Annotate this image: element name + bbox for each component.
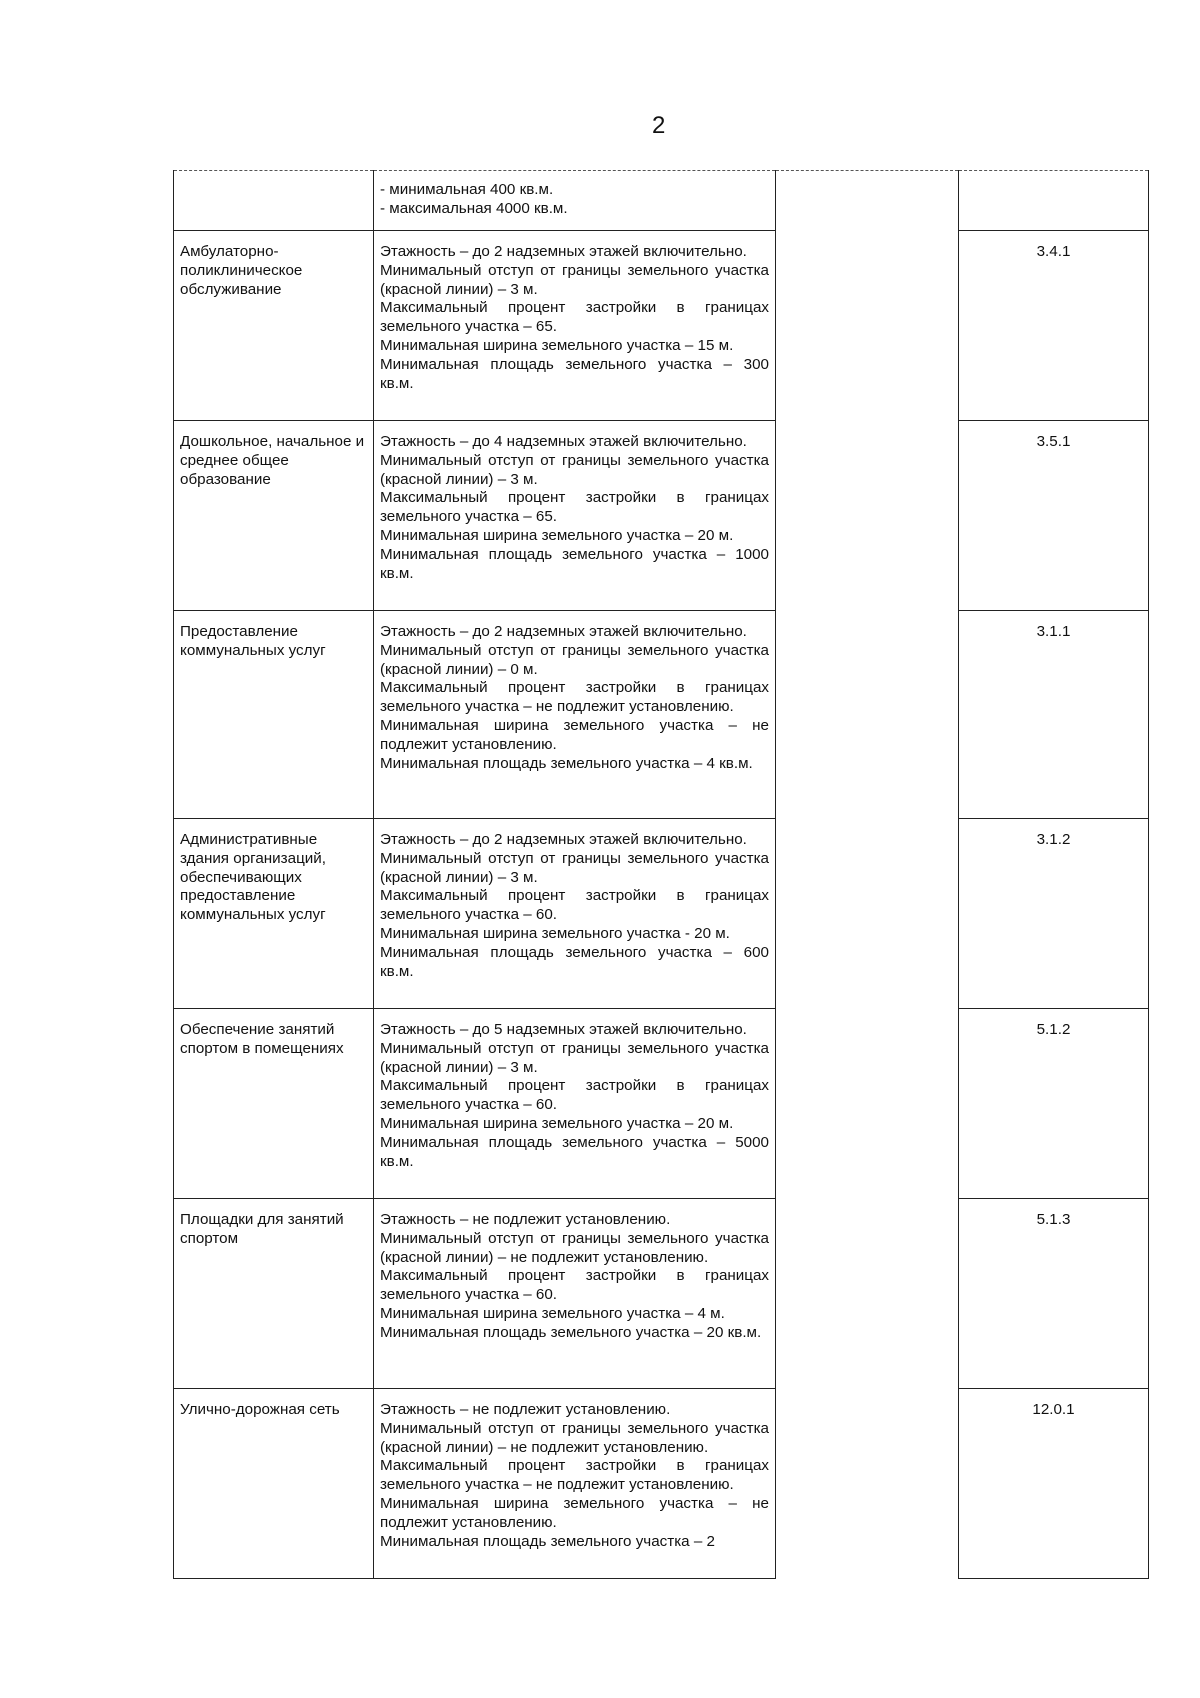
parameter-line: Максимальный процент застройки в границах земельного участка – не подлежит установлению. [380,679,769,716]
parameter-line: Минимальная ширина земельного участка – 4 м. [380,1304,725,1322]
parameter-line: Минимальная ширина земельного участка – не подлежит установлению. [380,1494,769,1531]
parameter-line: Максимальный процент застройки в границах земельного участка – не подлежит установлению. [380,1457,769,1494]
parameter-line: Этажность – до 2 надземных этажей включительно. [380,623,747,640]
parameter-line: Этажность – до 2 надземных этажей включительно. [380,831,747,848]
parameter-line: Минимальная ширина земельного участка – 20 м. [380,1114,734,1132]
parameters-cell [374,819,776,1009]
parameter-line: Максимальный процент застройки в границах земельного участка – 65. [380,299,769,336]
table-row [174,1009,1149,1199]
parameters-cell [374,1009,776,1199]
classifier-code-cell: 12.0.1 [959,1389,1149,1579]
parameter-line: Минимальный отступ от границы земельного участка (красной линии) – не подлежит установлению. [380,1419,769,1456]
table-row [174,171,1149,231]
parameter-line: Этажность – не подлежит установлению. [380,1211,671,1228]
page-number: 2 [652,112,666,139]
parameter-line: Минимальная ширина земельного участка – не подлежит установлению. [380,716,769,753]
table-row [174,611,1149,819]
parameter-line: Минимальный отступ от границы земельного участка (красной линии) – 3 м. [380,1039,769,1076]
land-use-name-cell: Амбулаторно-поликлиническое обслуживание [174,231,374,421]
parameters-cell [374,1389,776,1579]
parameter-line: Минимальная ширина земельного участка - 20 м. [380,924,730,942]
merged-empty-cell [776,171,959,1579]
land-use-name-cell: Предоставление коммунальных услуг [174,611,374,819]
parameter-line: Максимальный процент застройки в границах земельного участка – 60. [380,1267,769,1304]
parameter-line: Минимальная площадь земельного участка – 600 кв.м. [380,943,769,980]
classifier-code-cell: 3.1.2 [959,819,1149,1009]
table-row [174,1199,1149,1389]
parameter-line: Этажность – до 2 надземных этажей включительно. [380,243,747,260]
parameter-line: Максимальный процент застройки в границах земельного участка – 65. [380,489,769,526]
parameter-line: Минимальная ширина земельного участка – 20 м. [380,526,734,544]
land-use-table [173,170,1149,1579]
table-row [174,819,1149,1009]
land-use-name-cell: Улично-дорожная сеть [174,1389,374,1579]
parameter-line: Максимальный процент застройки в границах земельного участка – 60. [380,1077,769,1114]
classifier-code-cell: 3.5.1 [959,421,1149,611]
land-use-name-cell: Обеспечение занятий спортом в помещениях [174,1009,374,1199]
classifier-code-cell: 3.1.1 [959,611,1149,819]
parameter-line: Минимальный отступ от границы земельного участка (красной линии) – 3 м. [380,261,769,298]
parameters-cell [374,1199,776,1389]
parameters-cell [374,231,776,421]
parameter-line: - максимальная 4000 кв.м. [380,199,568,217]
parameter-line: Минимальный отступ от границы земельного участка (красной линии) – 0 м. [380,641,769,678]
classifier-code-cell: 3.4.1 [959,231,1149,421]
classifier-code-cell: 5.1.3 [959,1199,1149,1389]
parameter-line: Минимальная площадь земельного участка – 300 кв.м. [380,355,769,392]
parameter-line: Минимальный отступ от границы земельного участка (красной линии) – 3 м. [380,451,769,488]
land-use-name-cell: Дошкольное, начальное и среднее общее образование [174,421,374,611]
parameters-cell [374,611,776,819]
parameter-line: Этажность – не подлежит установлению. [380,1401,671,1418]
table-row [174,421,1149,611]
classifier-code-cell [959,171,1149,231]
parameter-line: Минимальная площадь земельного участка – 4 кв.м. [380,754,753,772]
parameter-line: Минимальная площадь земельного участка – 2 [380,1532,715,1550]
classifier-code-cell: 5.1.2 [959,1009,1149,1199]
parameter-line: Минимальный отступ от границы земельного участка (красной линии) – 3 м. [380,849,769,886]
parameter-line: Минимальная ширина земельного участка – 15 м. [380,336,734,354]
parameter-line: Максимальный процент застройки в границах земельного участка – 60. [380,887,769,924]
parameter-line: - минимальная 400 кв.м. [380,181,554,198]
table-row [174,231,1149,421]
parameter-line: Минимальный отступ от границы земельного участка (красной линии) – не подлежит установлению. [380,1229,769,1266]
parameter-line: Минимальная площадь земельного участка – 1000 кв.м. [380,545,769,582]
land-use-name-cell: Административные здания организаций, обеспечивающих предоставление коммунальных услуг [174,819,374,1009]
land-use-name-cell: Площадки для занятий спортом [174,1199,374,1389]
parameter-line: Минимальная площадь земельного участка – 5000 кв.м. [380,1133,769,1170]
parameter-line: Этажность – до 4 надземных этажей включительно. [380,433,747,450]
land-use-name-cell [174,171,374,231]
parameter-line: Минимальная площадь земельного участка – 20 кв.м. [380,1323,762,1341]
table-row [174,1389,1149,1579]
parameter-line: Этажность – до 5 надземных этажей включительно. [380,1021,747,1038]
parameters-cell [374,421,776,611]
parameters-cell [374,171,776,231]
